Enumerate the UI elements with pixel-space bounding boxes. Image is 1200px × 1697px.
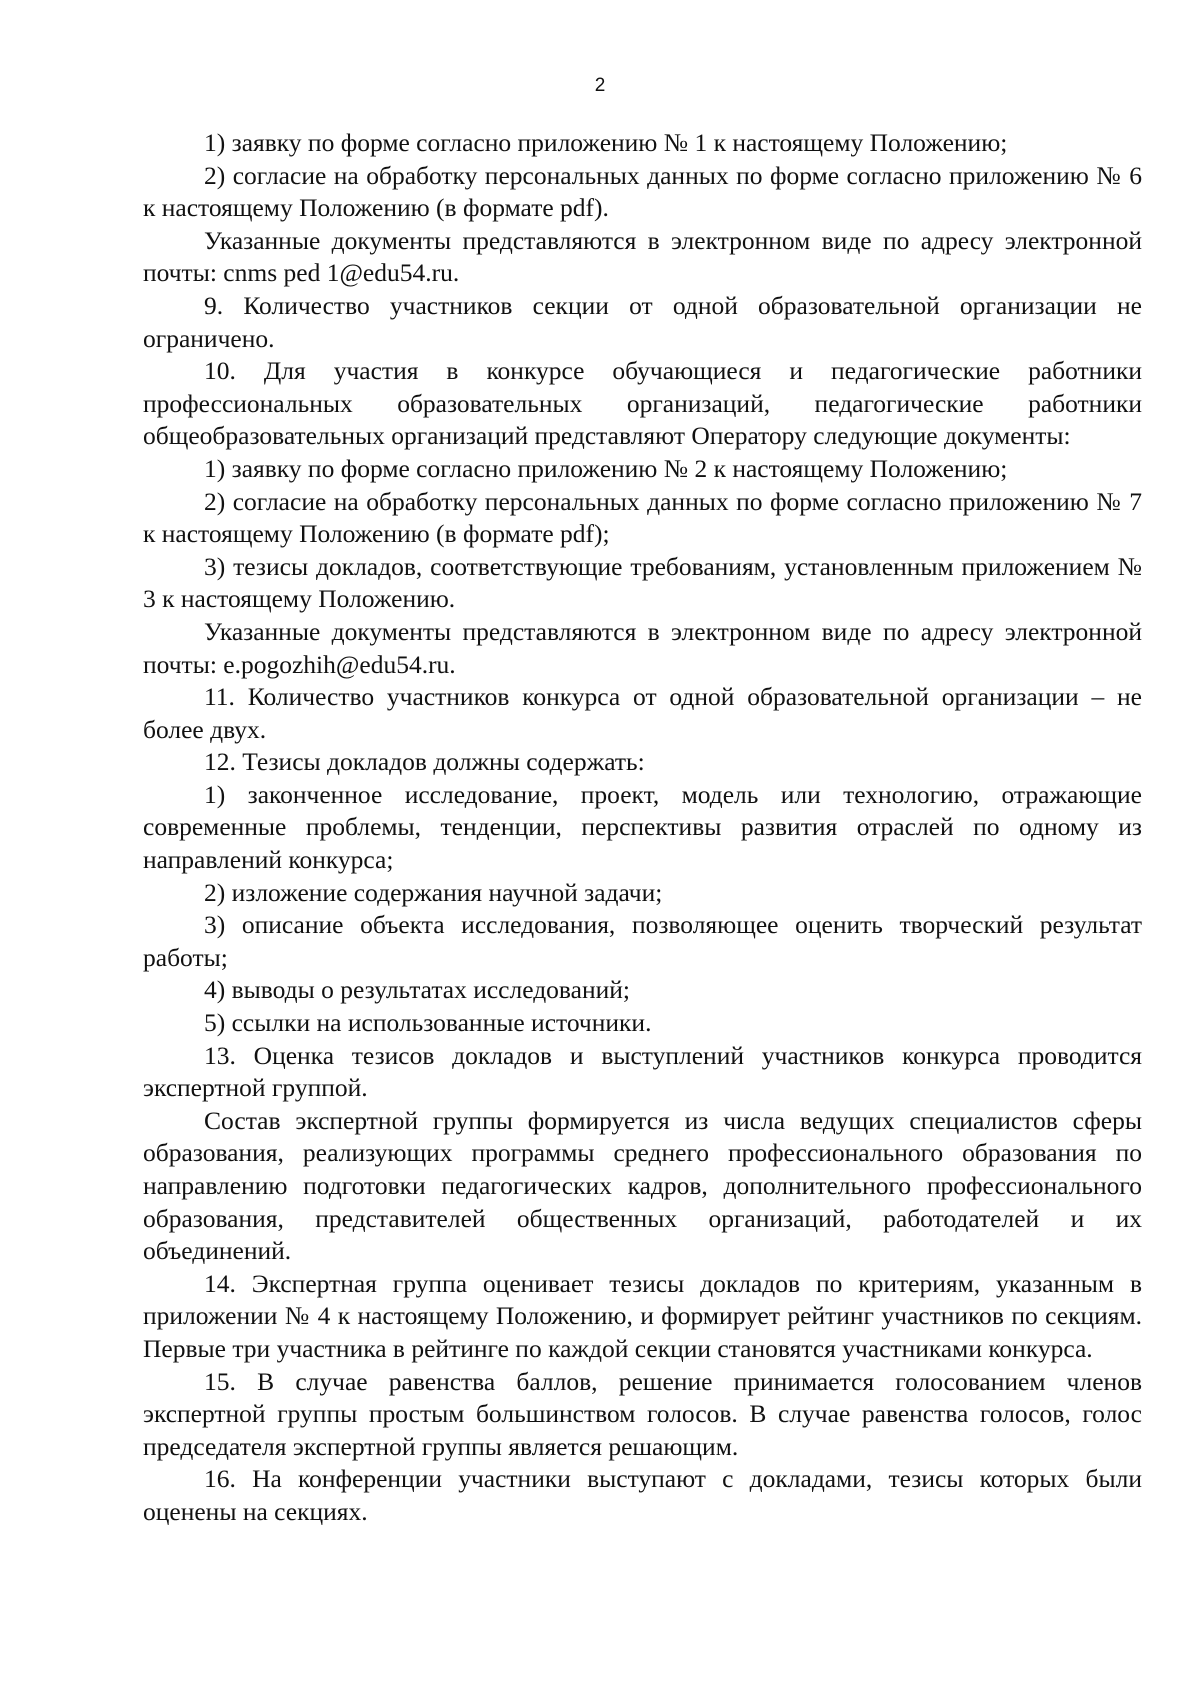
paragraph: 14. Экспертная группа оценивает тезисы докладов по критериям, указанным в приложении № 4 к настоящему Положению, и формирует рейтинг участников по секциям. Первые три участника в рейтинге по каждой секции становятся участниками конкурса. [143,1268,1142,1363]
paragraph: 3) описание объекта исследования, позволяющее оценить творческий результат работы; [143,910,1142,972]
paragraph: 1) заявку по форме согласно приложению № 2 к настоящему Положению; [204,453,1008,483]
paragraph: 2) согласие на обработку персональных данных по форме согласно приложению № 6 к настоящему Положению (в формате pdf). [143,160,1142,223]
paragraph: 3) тезисы докладов, соответствующие требованиям, установленным приложением № 3 к настоящему Положению. [143,551,1142,614]
paragraph: 1) заявку по форме согласно приложению № 1 к настоящему Положению; [204,128,1008,157]
paragraph: 12. Тезисы докладов должны содержать: [204,747,645,777]
paragraph: 13. Оценка тезисов докладов и выступлений участников конкурса проводится экспертной группой. [143,1040,1142,1103]
paragraph: 9. Количество участников секции от одной образовательной организации не ограничено. [143,290,1142,353]
paragraph: Указанные документы представляются в электронном виде по адресу электронной почты: e.pogozhih@edu54.ru. [143,616,1142,679]
document-body [143,127,1142,1529]
paragraph: 2) изложение содержания научной задачи; [204,877,663,907]
paragraph: 5) ссылки на использованные источники. [204,1008,652,1038]
paragraph: 4) выводы о результатах исследований; [204,975,630,1005]
paragraph: 1) законченное исследование, проект, модель или технологию, отражающие современные проблемы, тенденции, перспективы развития отраслей по одному из направлений конкурса; [143,779,1142,875]
paragraph: 10. Для участия в конкурсе обучающиеся и педагогические работники профессиональных образовательных организаций, педагогические работники общеобразовательных организаций представляют Оператору следующие документы: [143,356,1142,451]
paragraph: 16. На конференции участники выступают с докладами, тезисы которых были оценены на секциях. [143,1464,1142,1526]
page-number: 2 [594,75,606,96]
paragraph: 11. Количество участников конкурса от одной образовательной организации – не более двух. [143,682,1142,744]
paragraph: Указанные документы представляются в электронном виде по адресу электронной почты: cnms ped 1@edu54.ru. [143,225,1142,288]
paragraph: 15. В случае равенства баллов, решение принимается голосованием членов экспертной группы простым большинством голосов. В случае равенства голосов, голос председателя экспертной группы является решающим. [143,1366,1142,1461]
paragraph: 2) согласие на обработку персональных данных по форме согласно приложению № 7 к настоящему Положению (в формате pdf); [143,486,1142,549]
paragraph: Состав экспертной группы формируется из числа ведущих специалистов сферы образования, реализующих программы среднего профессионального образования по направлению подготовки педагогических кадров, дополнительного профессионального образования, представителей общественных организаций, работодателей и их объединений. [143,1105,1142,1266]
